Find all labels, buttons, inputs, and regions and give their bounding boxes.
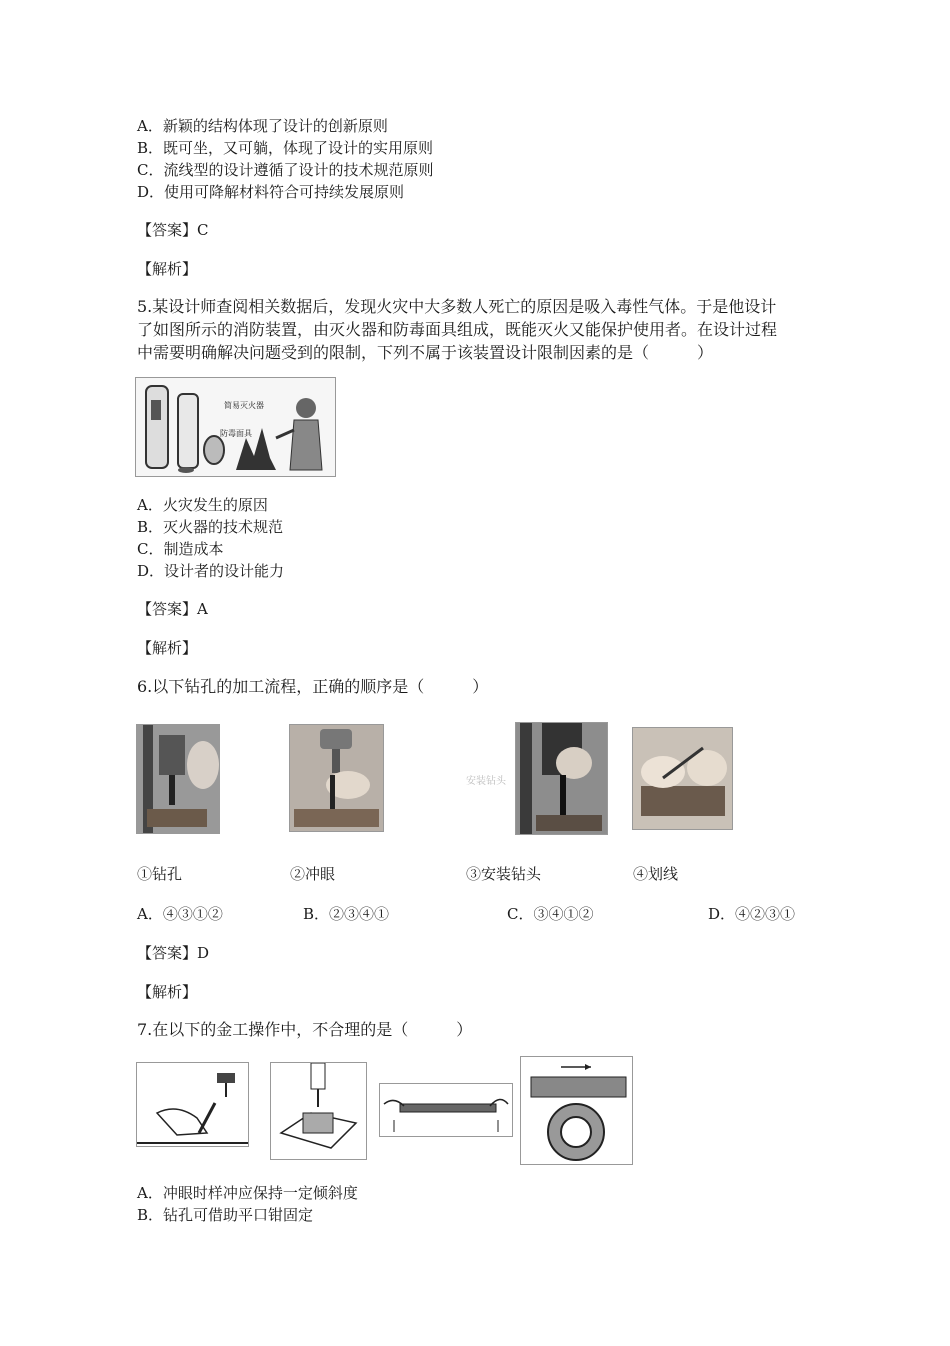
- q4-analysis: 【解析】: [137, 260, 198, 278]
- q5-analysis: 【解析】: [137, 639, 198, 657]
- q6-answer: 【答案】D: [137, 944, 210, 962]
- q5-stem-line-3: 中需要明确解决问题受到的限制，下列不属于该装置设计限制因素的是（ ）: [137, 343, 714, 362]
- q5-stem-line-2: 了如图所示的消防装置，由灭火器和防毒面具组成，既能灭火又能保护使用者。在设计过程: [137, 320, 778, 339]
- q4-answer: 【答案】C: [137, 221, 209, 239]
- q5-answer: 【答案】A: [137, 600, 208, 618]
- q6-photo-punching: [289, 724, 384, 832]
- q5-option-b: B．灭火器的技术规范: [137, 518, 284, 536]
- q6-option-d: D．④②③①: [708, 905, 796, 923]
- q6-caption-4: ④划线: [633, 865, 679, 883]
- q6-option-c: C．③④①②: [507, 905, 594, 923]
- q7-figure-punch: [136, 1062, 249, 1147]
- q6-option-b: B．②③④①: [303, 905, 390, 923]
- q7-option-b: B．钻孔可借助平口钳固定: [137, 1206, 314, 1224]
- q6-caption-3: ③安装钻头: [466, 865, 542, 883]
- q6-photo-drilling: [136, 724, 220, 834]
- q4-option-a: A．新颖的结构体现了设计的创新原则: [137, 117, 388, 135]
- q6-watermark-text: 安装钻头: [466, 776, 506, 787]
- q7-figure-drill-vise: [270, 1062, 367, 1160]
- q6-photo-marking: [632, 727, 733, 830]
- q5-stem-line-1: 5.某设计师查阅相关数据后，发现火灾中大多数人死亡的原因是吸入毒性气体。于是他设计: [137, 297, 777, 316]
- q4-option-c: C．流线型的设计遵循了设计的技术规范原则: [137, 161, 434, 179]
- q7-option-a: A．冲眼时样冲应保持一定倾斜度: [137, 1184, 358, 1202]
- q6-analysis: 【解析】: [137, 983, 198, 1001]
- q6-caption-1: ①钻孔: [137, 865, 183, 883]
- q5-figure-fire-device: [135, 377, 336, 477]
- q5-option-d: D．设计者的设计能力: [137, 562, 285, 580]
- q7-stem: 7.在以下的金工操作中，不合理的是（ ）: [137, 1020, 473, 1039]
- q5-figure-label-extinguisher: 简易灭火器: [224, 401, 264, 410]
- q7-figure-saw-pipe: [520, 1056, 633, 1165]
- q7-figure-file: [379, 1083, 513, 1137]
- q6-caption-2: ②冲眼: [290, 865, 336, 883]
- q6-option-a: A．④③①②: [137, 905, 223, 923]
- q5-option-a: A．火灾发生的原因: [137, 496, 268, 514]
- q6-photo-installing-bit: [515, 722, 608, 835]
- q5-option-c: C．制造成本: [137, 540, 224, 558]
- q5-figure-label-mask: 防毒面具: [220, 429, 252, 438]
- q6-stem: 6.以下钻孔的加工流程，正确的顺序是（ ）: [137, 677, 489, 696]
- q4-option-d: D．使用可降解材料符合可持续发展原则: [137, 183, 405, 201]
- q4-option-b: B．既可坐，又可躺，体现了设计的实用原则: [137, 139, 434, 157]
